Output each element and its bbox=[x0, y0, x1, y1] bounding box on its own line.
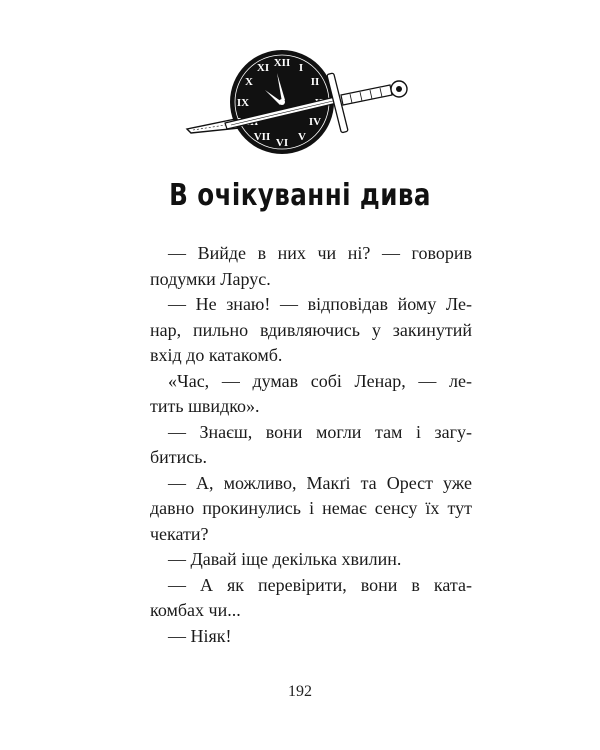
text-line: — А, можливо, Макґі та Орест уже bbox=[168, 472, 472, 493]
svg-text:VII: VII bbox=[253, 131, 271, 143]
text-line: — Знаєш, вони могли там і загу- bbox=[168, 421, 472, 442]
clock-and-sword-icon bbox=[185, 45, 430, 160]
svg-text:VI: VI bbox=[275, 137, 289, 149]
text-line: подумки Ларус. bbox=[150, 268, 271, 289]
svg-text:X: X bbox=[245, 76, 253, 88]
page-number: 192 bbox=[288, 683, 312, 700]
text-line: — Ніяк! bbox=[168, 625, 232, 646]
svg-text:I: I bbox=[298, 62, 304, 74]
text-line: давно прокинулись і немає сенсу їх тут bbox=[150, 498, 472, 518]
svg-text:XII: XII bbox=[273, 57, 291, 69]
text-line: чекати? bbox=[150, 523, 209, 544]
body-text bbox=[150, 241, 472, 649]
svg-text:V: V bbox=[298, 131, 306, 143]
text-line: — А як перевірити, вони в ката- bbox=[168, 574, 472, 595]
text-line: тить швидко». bbox=[150, 396, 260, 416]
text-line: комбах чи... bbox=[150, 600, 241, 620]
text-line: «Час, — думав собі Ленар, — ле- bbox=[168, 370, 472, 391]
svg-text:IX: IX bbox=[236, 97, 250, 109]
chapter-title: В очікуванні дива bbox=[169, 178, 431, 213]
text-line: — Вийде в них чи ні? — говорив bbox=[168, 243, 472, 263]
text-line: вхід до катакомб. bbox=[150, 345, 283, 365]
svg-text:XI: XI bbox=[256, 62, 270, 74]
text-line: битись. bbox=[150, 447, 207, 467]
svg-text:IV: IV bbox=[308, 116, 322, 128]
text-line: — Не знаю! — відповідав йому Ле- bbox=[168, 294, 472, 314]
text-line: — Давай іще декілька хвилин. bbox=[168, 549, 402, 569]
text-line: нар, пильно вдивляючись у закинутий bbox=[150, 319, 472, 340]
svg-text:II: II bbox=[310, 76, 320, 88]
